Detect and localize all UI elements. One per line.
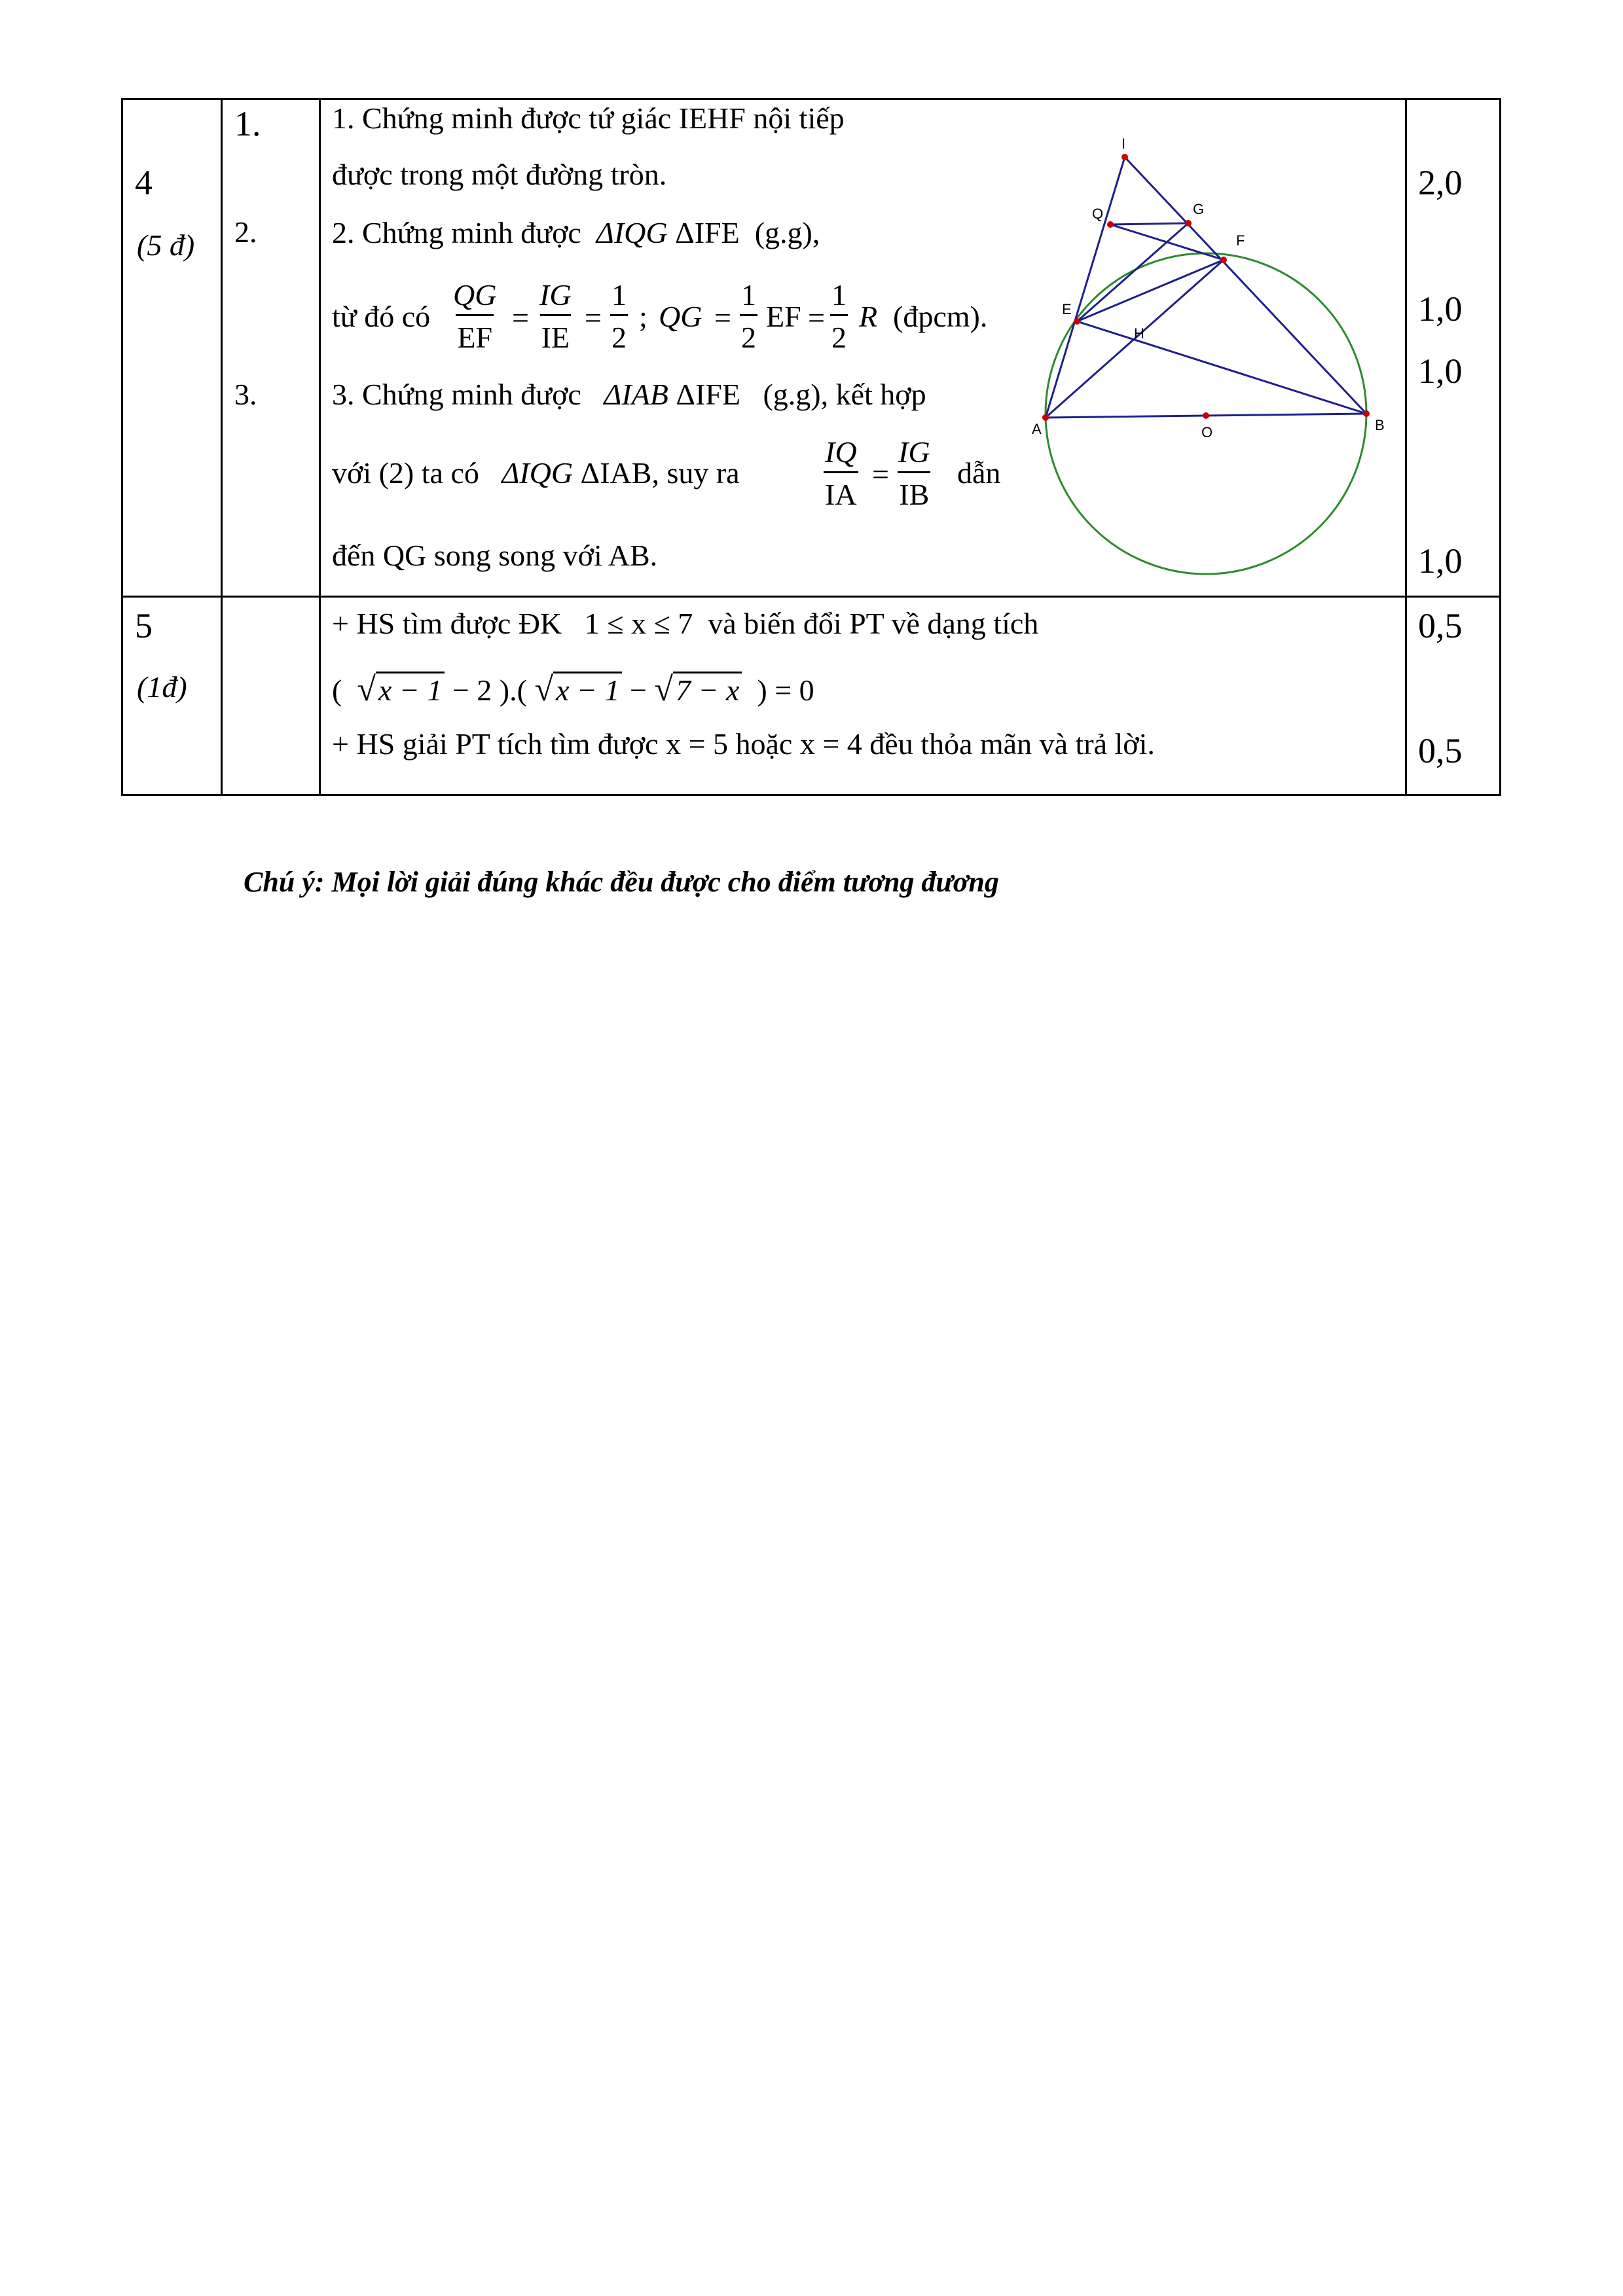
figure-lines (1046, 157, 1366, 418)
part-number: 1. (234, 104, 261, 143)
equals-sign: = (512, 301, 529, 334)
part2-prefix: 2. Chứng minh được (332, 216, 581, 249)
score: 1,0 (1418, 289, 1463, 329)
part2-suffix: (đpcm). (893, 300, 988, 333)
column-divider (319, 100, 321, 794)
part2-line2-prefix: từ đó có (332, 300, 431, 333)
part3-line2-suffix: dẫn (957, 456, 1001, 490)
equals-sign: = (585, 301, 602, 334)
label-a: A (1032, 421, 1042, 437)
score: 0,5 (1418, 606, 1463, 645)
score: 1,0 (1418, 351, 1463, 391)
question-number: 4 (135, 163, 153, 202)
row5-line1: + HS tìm được ĐK 1 ≤ x ≤ 7 và biến đổi PT về dạng tích (332, 607, 1039, 640)
question-points: (5 đ) (137, 228, 195, 262)
part1-line1: 1. Chứng minh được tứ giác IEHF nội tiếp (332, 101, 845, 135)
sqrt-symbol: √ (654, 671, 673, 708)
equals-sign: = (872, 457, 889, 491)
row5-line2: ( √x − 1 − 2 ).( √x − 1 − √7 − x ) = 0 (332, 671, 814, 708)
label-b: B (1375, 417, 1385, 433)
geometry-figure (1021, 131, 1388, 589)
label-h: H (1134, 325, 1144, 342)
label-g: G (1193, 201, 1205, 217)
triangle-iab: ΔIAB (604, 378, 668, 411)
part2-line1 (332, 218, 820, 248)
qg-label: QG (659, 300, 702, 333)
radicand: x − 1 (376, 672, 445, 707)
radicand: 7 − x (673, 672, 742, 707)
question-points: (1đ) (137, 670, 187, 704)
row-divider (123, 596, 1499, 598)
radicand: x − 1 (553, 672, 622, 707)
column-divider (221, 100, 223, 794)
condition: 1 ≤ x ≤ 7 (584, 607, 693, 640)
ef-label: EF (766, 300, 801, 333)
fraction-one-half: $\frac{1}{2}$ (831, 278, 847, 354)
triangle-iqg: ΔIQG (501, 456, 574, 490)
label-o: O (1201, 424, 1213, 440)
part-number: 3. (234, 378, 257, 411)
label-e: E (1062, 301, 1072, 317)
part1-line2: được trong một đường tròn. (332, 158, 667, 191)
fraction-qg-ef: $\frac{QG}{EF}$ (453, 278, 497, 354)
grading-note: Chú ý: Mọi lời giải đúng khác đều được cho điểm tương đương (244, 866, 999, 898)
radius-r: R (859, 300, 878, 333)
score: 1,0 (1418, 541, 1463, 581)
fraction-one-half: $\frac{1}{2}$ (611, 278, 627, 354)
fraction-ig-ib: $\frac{IG}{IB}$ (898, 435, 930, 511)
triangle-iab: ΔIAB (580, 456, 652, 490)
part3-line1: 3. Chứng minh được ΔIAB ΔIFE (g.g), kết hợp (332, 378, 926, 411)
column-divider (1405, 100, 1407, 794)
sqrt-symbol: √ (357, 671, 376, 708)
part3-line3: đến QG song song với AB. (332, 539, 658, 572)
triangle-ife: ΔIFE (676, 378, 740, 411)
row5-line3: + HS giải PT tích tìm được x = 5 hoặc x = 4 đều thỏa mãn và trả lời. (332, 727, 1155, 761)
label-q: Q (1092, 206, 1104, 222)
semicolon: ; (639, 300, 647, 333)
label-f: F (1236, 232, 1245, 249)
fraction-ig-ie: $\frac{IG}{IE}$ (539, 278, 572, 354)
part-number: 2. (234, 215, 257, 249)
triangle-iqg: ΔIQG (596, 216, 668, 249)
sqrt-symbol: √ (534, 671, 553, 708)
label-i: I (1122, 135, 1126, 152)
score: 0,5 (1418, 731, 1463, 770)
part2-suffix: (g.g), (754, 216, 820, 249)
figure-points (1042, 154, 1370, 421)
part3-line2: với (2) ta có ΔIQG ΔIAB, suy ra (332, 456, 740, 490)
question-number: 5 (135, 606, 153, 645)
triangle-ife: ΔIFE (675, 216, 740, 249)
equals-sign: = (714, 301, 731, 334)
fraction-iq-ia: $\frac{IQ}{IA}$ (825, 435, 857, 511)
fraction-one-half: $\frac{1}{2}$ (741, 278, 756, 354)
score: 2,0 (1418, 163, 1463, 202)
equals-sign: = (808, 301, 825, 334)
